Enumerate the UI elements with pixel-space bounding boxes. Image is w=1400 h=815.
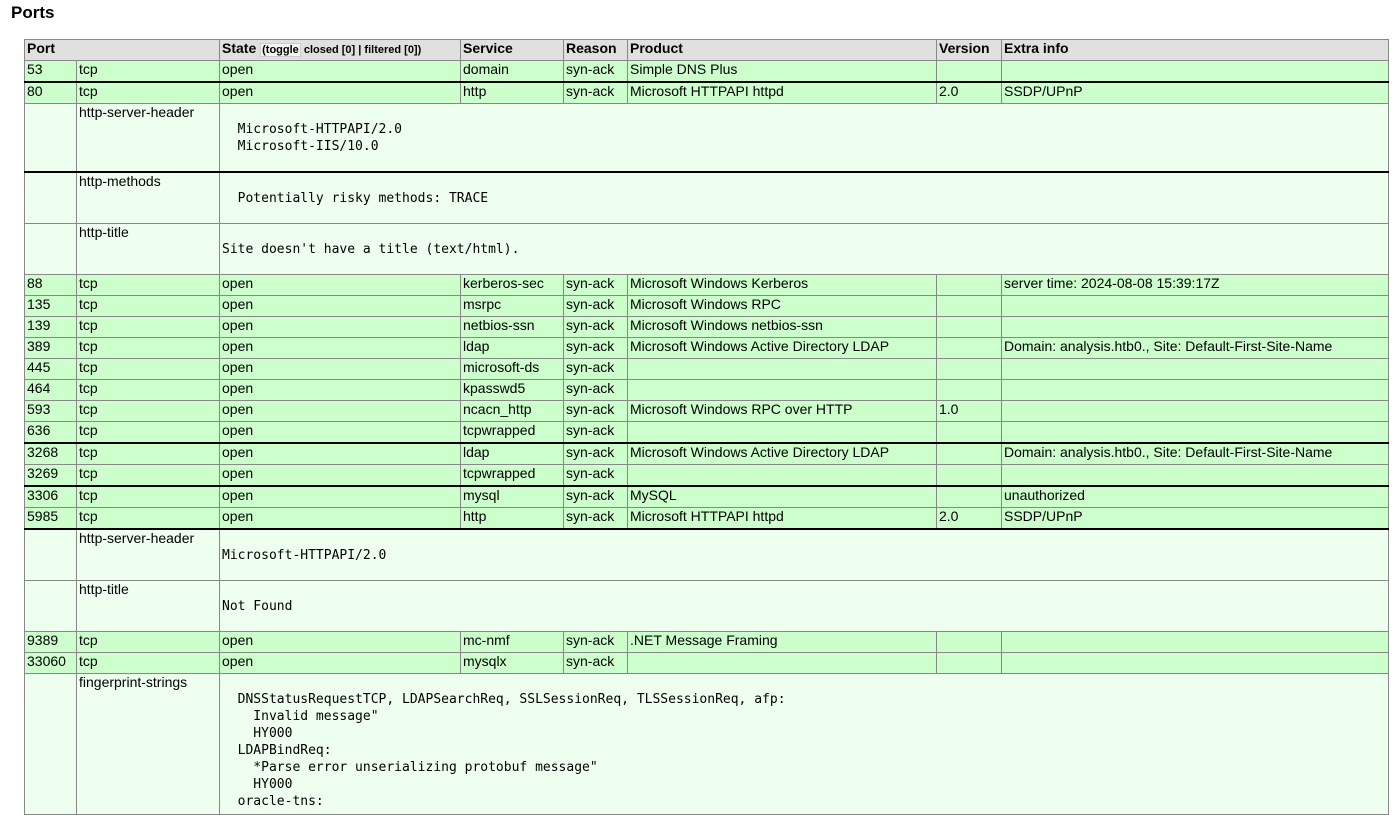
port-row [25, 380, 1389, 401]
script-output: Not Found [222, 599, 293, 614]
product: MySQL [628, 486, 937, 508]
state-column-header: State (toggle closed [0] | filtered [0]) [220, 40, 461, 61]
product: Microsoft Windows RPC [628, 296, 937, 317]
reason: syn-ack [564, 422, 628, 444]
port-number: 3269 [25, 465, 77, 487]
port-row [25, 296, 1389, 317]
reason: syn-ack [564, 486, 628, 508]
state: open [220, 443, 461, 465]
extra-info [1002, 380, 1389, 401]
extra-info [1002, 401, 1389, 422]
script-output: Microsoft-HTTPAPI/2.0 [222, 548, 387, 563]
port-row [25, 508, 1389, 530]
protocol: tcp [77, 465, 220, 487]
service: mysqlx [461, 653, 564, 674]
extra-info: unauthorized [1002, 486, 1389, 508]
ports-table [24, 39, 1389, 815]
port-number: 139 [25, 317, 77, 338]
version [937, 653, 1002, 674]
product: Microsoft Windows Kerberos [628, 275, 937, 296]
port-row [25, 465, 1389, 487]
extra-info-column-header: Extra info [1002, 40, 1389, 61]
reason: syn-ack [564, 380, 628, 401]
protocol: tcp [77, 275, 220, 296]
protocol: tcp [77, 653, 220, 674]
protocol: tcp [77, 296, 220, 317]
port-row [25, 82, 1389, 104]
port-number: 445 [25, 359, 77, 380]
script-name: http-server-header [77, 104, 220, 173]
version [937, 422, 1002, 444]
version [937, 317, 1002, 338]
product: Microsoft Windows Active Directory LDAP [628, 443, 937, 465]
service: msrpc [461, 296, 564, 317]
product: .NET Message Framing [628, 632, 937, 653]
product: Microsoft HTTPAPI httpd [628, 508, 937, 530]
reason: syn-ack [564, 275, 628, 296]
script-name: http-title [77, 224, 220, 275]
script-output: Microsoft-HTTPAPI/2.0 Microsoft-IIS/10.0 [237, 122, 403, 154]
reason-column-header: Reason [564, 40, 628, 61]
product-column-header: Product [628, 40, 937, 61]
product [628, 465, 937, 487]
port-number: 135 [25, 296, 77, 317]
service: microsoft-ds [461, 359, 564, 380]
reason: syn-ack [564, 508, 628, 530]
state: open [220, 401, 461, 422]
version: 1.0 [937, 401, 1002, 422]
reason: syn-ack [564, 61, 628, 83]
script-name: fingerprint-strings [77, 674, 220, 815]
service: domain [461, 61, 564, 83]
product: Microsoft HTTPAPI httpd [628, 82, 937, 104]
product: Simple DNS Plus [628, 61, 937, 83]
reason: syn-ack [564, 401, 628, 422]
reason: syn-ack [564, 632, 628, 653]
reason: syn-ack [564, 443, 628, 465]
extra-info: Domain: analysis.htb0., Site: Default-First-Site-Name [1002, 338, 1389, 359]
version [937, 380, 1002, 401]
script-output-row [25, 172, 1389, 224]
extra-info: SSDP/UPnP [1002, 82, 1389, 104]
version [937, 443, 1002, 465]
state: open [220, 380, 461, 401]
port-number: 464 [25, 380, 77, 401]
protocol: tcp [77, 317, 220, 338]
reason: syn-ack [564, 296, 628, 317]
extra-info [1002, 422, 1389, 444]
port-row [25, 359, 1389, 380]
extra-info: Domain: analysis.htb0., Site: Default-First-Site-Name [1002, 443, 1389, 465]
script-output: DNSStatusRequestTCP, LDAPSearchReq, SSLSessionReq, TLSSessionReq, afp: Invalid message" HY000 LDAPBindReq: *Parse error unserializing protobuf message" HY000 oracle-tns: [237, 692, 786, 809]
product [628, 380, 937, 401]
state: open [220, 296, 461, 317]
version: 2.0 [937, 508, 1002, 530]
version [937, 275, 1002, 296]
state: open [220, 359, 461, 380]
port-number: 80 [25, 82, 77, 104]
version: 2.0 [937, 82, 1002, 104]
port-row [25, 653, 1389, 674]
extra-info: SSDP/UPnP [1002, 508, 1389, 530]
port-row [25, 338, 1389, 359]
port-row [25, 275, 1389, 296]
version-column-header: Version [937, 40, 1002, 61]
extra-info [1002, 317, 1389, 338]
product [628, 359, 937, 380]
service: kerberos-sec [461, 275, 564, 296]
reason: syn-ack [564, 82, 628, 104]
port-number: 53 [25, 61, 77, 83]
extra-info [1002, 632, 1389, 653]
service: mc-nmf [461, 632, 564, 653]
protocol: tcp [77, 380, 220, 401]
version [937, 296, 1002, 317]
port-number: 88 [25, 275, 77, 296]
script-output: Site doesn't have a title (text/html). [222, 242, 520, 257]
service: ldap [461, 338, 564, 359]
version [937, 359, 1002, 380]
product [628, 653, 937, 674]
extra-info [1002, 465, 1389, 487]
port-number: 5985 [25, 508, 77, 530]
service-column-header: Service [461, 40, 564, 61]
script-name: http-methods [77, 172, 220, 224]
state: open [220, 486, 461, 508]
protocol: tcp [77, 338, 220, 359]
reason: syn-ack [564, 653, 628, 674]
version [937, 61, 1002, 83]
reason: syn-ack [564, 317, 628, 338]
state: open [220, 61, 461, 83]
script-name: http-server-header [77, 529, 220, 581]
state: open [220, 317, 461, 338]
state: open [220, 275, 461, 296]
extra-info [1002, 296, 1389, 317]
reason: syn-ack [564, 338, 628, 359]
port-row [25, 632, 1389, 653]
state: open [220, 508, 461, 530]
script-output-row [25, 104, 1389, 173]
port-number: 3306 [25, 486, 77, 508]
extra-info [1002, 61, 1389, 83]
protocol: tcp [77, 632, 220, 653]
service: ncacn_http [461, 401, 564, 422]
page-title: Ports [11, 3, 55, 22]
service: netbios-ssn [461, 317, 564, 338]
script-name: http-title [77, 581, 220, 632]
reason: syn-ack [564, 465, 628, 487]
protocol: tcp [77, 82, 220, 104]
service: kpasswd5 [461, 380, 564, 401]
port-number: 3268 [25, 443, 77, 465]
script-output-row [25, 581, 1389, 632]
product: Microsoft Windows netbios-ssn [628, 317, 937, 338]
port-row [25, 61, 1389, 83]
state: open [220, 653, 461, 674]
version [937, 486, 1002, 508]
service: tcpwrapped [461, 422, 564, 444]
product: Microsoft Windows Active Directory LDAP [628, 338, 937, 359]
port-number: 9389 [25, 632, 77, 653]
script-output-row [25, 674, 1389, 815]
version [937, 465, 1002, 487]
service: mysql [461, 486, 564, 508]
table-header [25, 40, 1389, 61]
toggle-closed-link[interactable]: closed [0] [303, 44, 356, 56]
reason: syn-ack [564, 359, 628, 380]
state: open [220, 338, 461, 359]
state: open [220, 632, 461, 653]
port-number: 636 [25, 422, 77, 444]
product: Microsoft Windows RPC over HTTP [628, 401, 937, 422]
protocol: tcp [77, 61, 220, 83]
port-column-header: Port [25, 40, 220, 61]
product [628, 422, 937, 444]
protocol: tcp [77, 443, 220, 465]
state: open [220, 422, 461, 444]
port-number: 33060 [25, 653, 77, 674]
service: http [461, 82, 564, 104]
service: tcpwrapped [461, 465, 564, 487]
version [937, 632, 1002, 653]
protocol: tcp [77, 508, 220, 530]
service: ldap [461, 443, 564, 465]
script-output-row [25, 224, 1389, 275]
port-number: 593 [25, 401, 77, 422]
toggle-filtered-link[interactable]: filtered [0]) [364, 44, 422, 56]
script-output: Potentially risky methods: TRACE [237, 191, 489, 206]
protocol: tcp [77, 422, 220, 444]
extra-info [1002, 653, 1389, 674]
port-row [25, 443, 1389, 465]
port-row [25, 317, 1389, 338]
port-row [25, 422, 1389, 444]
extra-info: server time: 2024-08-08 15:39:17Z [1002, 275, 1389, 296]
port-row [25, 486, 1389, 508]
script-output-row [25, 529, 1389, 581]
port-row [25, 401, 1389, 422]
state: open [220, 82, 461, 104]
protocol: tcp [77, 401, 220, 422]
state: open [220, 465, 461, 487]
protocol: tcp [77, 486, 220, 508]
port-number: 389 [25, 338, 77, 359]
toggle-label: (toggle [262, 44, 299, 56]
version [937, 338, 1002, 359]
service: http [461, 508, 564, 530]
extra-info [1002, 359, 1389, 380]
protocol: tcp [77, 359, 220, 380]
